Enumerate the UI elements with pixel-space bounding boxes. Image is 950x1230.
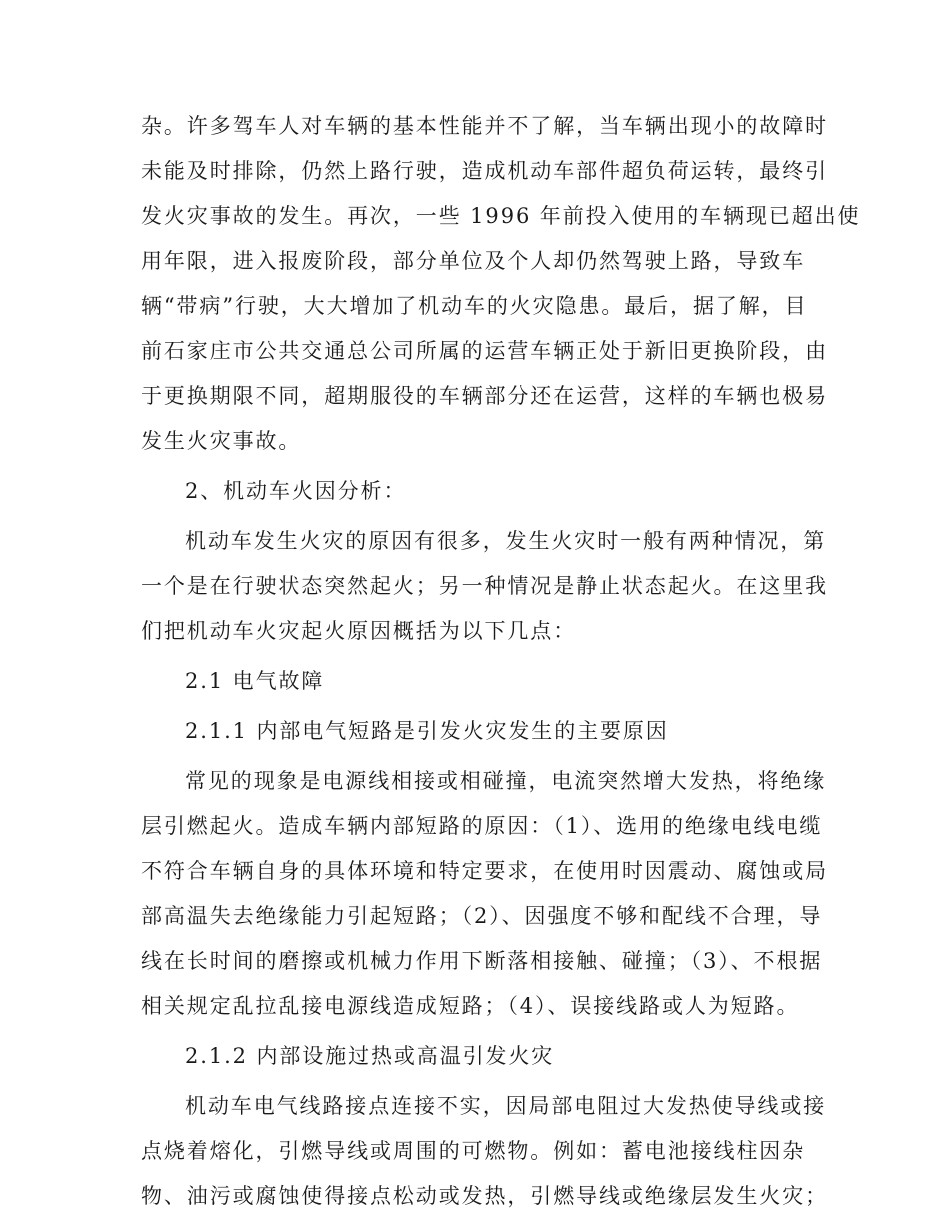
body-text-line: 层引燃起火。造成车辆内部短路的原因：（1）、选用的绝缘电线电缆: [141, 814, 823, 838]
body-text-line: 未能及时排除，仍然上路行驶，造成机动车部件超负荷运转，最终引: [141, 159, 828, 183]
body-text-line: 杂。许多驾车人对车辆的基本性能并不了解，当车辆出现小的故障时: [141, 114, 828, 138]
subsection-heading: 2.1.1 内部电气短路是引发火灾发生的主要原因: [185, 719, 669, 743]
body-text-line: 发生火灾事故。: [141, 429, 302, 453]
body-text-line: 辆“带病”行驶，大大增加了机动车的火灾隐患。最后，据了解，目: [141, 294, 808, 318]
body-text-line: 物、油污或腐蚀使得接点松动或发热，引燃导线或绝缘层发生火灾；: [141, 1184, 828, 1208]
subsection-heading: 2.1.2 内部设施过热或高温引发火灾: [185, 1044, 555, 1068]
body-text-line: 点烧着熔化，引燃导线或周围的可燃物。例如：蓄电池接线柱因杂: [141, 1139, 806, 1163]
body-text-line: 相关规定乱拉乱接电源线造成短路；（4）、误接线路或人为短路。: [141, 994, 800, 1018]
body-text-line: 用年限，进入报废阶段，部分单位及个人却仍然驾驶上路，导致车: [141, 249, 806, 273]
body-text-line: 前石家庄市公共交通总公司所属的运营车辆正处于新旧更换阶段，由: [141, 339, 828, 363]
body-text-line: 机动车发生火灾的原因有很多，发生火灾时一般有两种情况，第: [185, 529, 827, 553]
body-text-line: 们把机动车火灾起火原因概括为以下几点：: [141, 619, 577, 643]
body-text-line: 常见的现象是电源线相接或相碰撞，电流突然增大发热，将绝缘: [185, 769, 827, 793]
body-text-line: 一个是在行驶状态突然起火；另一种情况是静止状态起火。在这里我: [141, 574, 828, 598]
body-text-line: 部高温失去绝缘能力引起短路；（2）、因强度不够和配线不合理，导: [141, 904, 823, 928]
subsection-heading: 2.1 电气故障: [185, 669, 325, 693]
body-text-line: 于更换期限不同，超期服役的车辆部分还在运营，这样的车辆也极易: [141, 384, 828, 408]
body-text-line: 发火灾事故的发生。再次，一些 1996 年前投入使用的车辆现已超出使: [141, 204, 861, 228]
body-text-line: 机动车电气线路接点连接不实，因局部电阻过大发热使导线或接: [185, 1094, 827, 1118]
body-text-line: 线在长时间的磨擦或机械力作用下断落相接触、碰撞；（3）、不根据: [141, 949, 823, 973]
section-heading: 2、机动车火因分析：: [185, 479, 407, 503]
body-text-line: 不符合车辆自身的具体环境和特定要求，在使用时因震动、腐蚀或局: [141, 859, 828, 883]
